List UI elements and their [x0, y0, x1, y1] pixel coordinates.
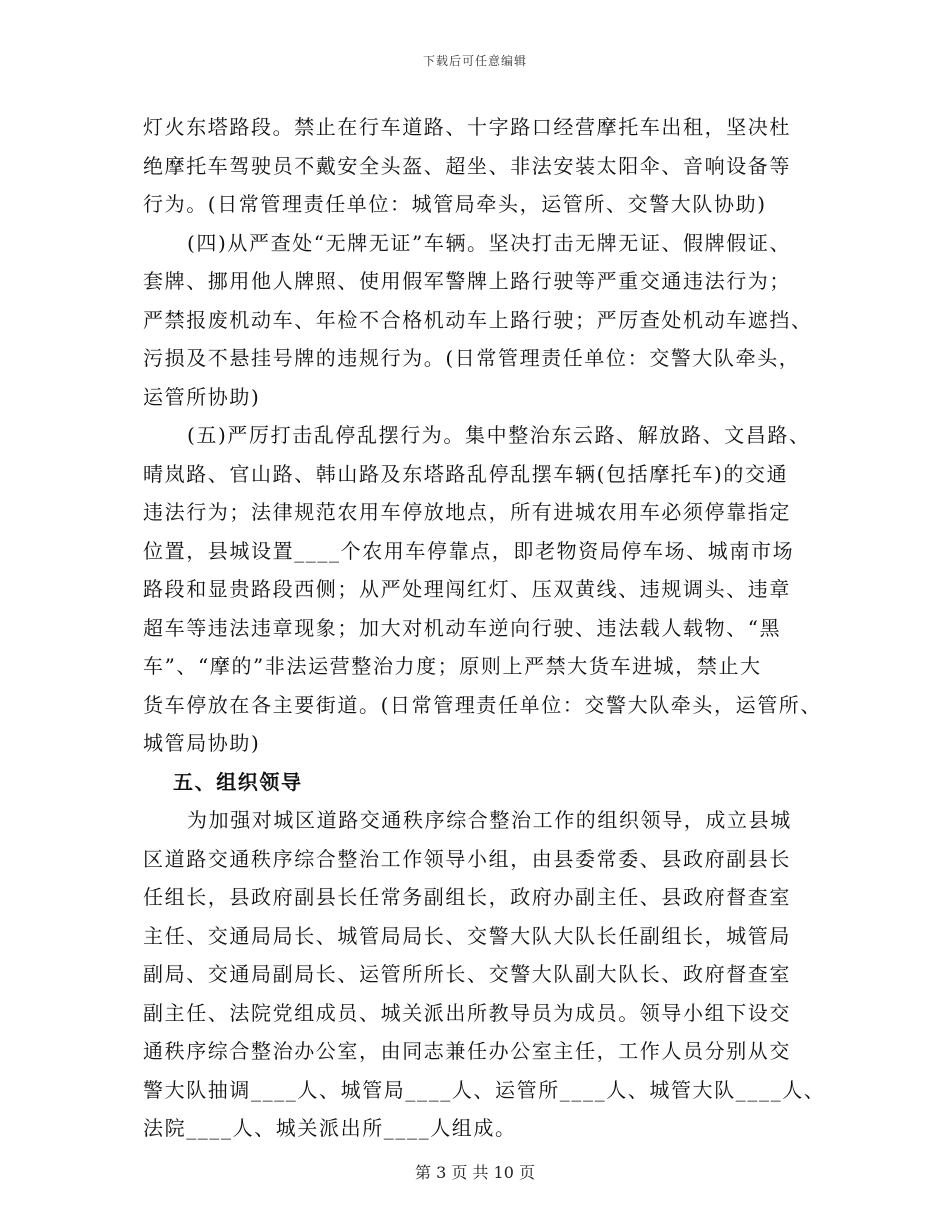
text-line: (四)从严查处“无牌无证”车辆。坚决打击无牌无证、假牌假证、 [187, 230, 792, 255]
page-header: 下载后可任意编辑 [422, 54, 527, 68]
text-line: 套牌、挪用他人牌照、使用假军警牌上路行驶等严重交通违法行为； [143, 269, 791, 293]
paragraph-unlicensed-vehicles [143, 224, 823, 417]
text-line: 污损及不悬挂号牌的违规行为。(日常管理责任单位：交警大队牵头， [143, 346, 801, 370]
text-line: 城管局协助) [143, 731, 261, 755]
text-line: 为加强对城区道路交通秩序综合整治工作的组织领导，成立县城 [187, 808, 792, 832]
section-heading: 五、组织领导 [173, 769, 303, 794]
text-line: 任组长，县政府副县长任常务副组长，政府办副主任、县政府督查室 [143, 885, 791, 909]
text-line: 位置，县城设置____个农用车停靠点，即老物资局停车场、城南市场 [143, 538, 795, 563]
text-line: 副局、交通局副局长、运管所所长、交警大队副大队长、政府督查室 [143, 962, 791, 986]
text-line: 违法行为；法律规范农用车停放地点，所有进城农用车必须停靠指定 [143, 500, 791, 524]
text-line: 灯火东塔路段。禁止在行车道路、十字路口经营摩托车出租，坚决杜 [143, 115, 791, 139]
text-line: 运管所协助) [143, 384, 261, 409]
text-line: (五)严厉打击乱停乱摆行为。集中整治东云路、解放路、文昌路、 [187, 423, 811, 447]
text-line: 严禁报废机动车、年检不合格机动车上路行驶；严厉查处机动车遮挡、 [143, 307, 813, 332]
text-line: 绝摩托车驾驶员不戴安全头盔、超坐、非法安装太阳伞、音响设备等 [143, 153, 791, 178]
text-line: 区道路交通秩序综合整治工作领导小组，由县委常委、县政府副县长 [143, 846, 791, 871]
document-body [143, 108, 826, 1148]
paragraph-illegal-parking [143, 416, 823, 763]
paragraph-traffic-motorcycle [143, 108, 823, 224]
text-line: 警大队抽调____人、城管局____人、运管所____人、城管大队____人、 [143, 1077, 826, 1102]
text-line: 超车等违法违章现象；加大对机动车逆向行驶、违法载人载物、“黑 [143, 615, 782, 640]
text-line: 通秩序综合整治办公室，由同志兼任办公室主任，工作人员分别从交 [143, 1039, 791, 1063]
text-line: 副主任、法院党组成员、城关派出所教导员为成员。领导小组下设交 [143, 1000, 791, 1025]
text-line: 主任、交通局局长、城管局局长、交警大队大队长任副组长，城管局 [143, 923, 791, 948]
paragraph-organization [143, 801, 826, 1148]
text-line: 法院____人、城关派出所____人组成。 [143, 1116, 517, 1140]
text-line: 车”、“摩的”非法运营整治力度；原则上严禁大货车进城，禁止大 [143, 654, 762, 678]
text-line: 晴岚路、官山路、韩山路及东塔路乱停乱摆车辆(包括摩托车)的交通 [143, 461, 789, 486]
page-footer: 第 3 页 共 10 页 [415, 1163, 535, 1182]
text-line: 路段和显贵路段西侧；从严处理闯红灯、压双黄线、违规调头、违章 [143, 577, 791, 601]
text-line: 行为。(日常管理责任单位：城管局牵头，运管所、交警大队协助) [143, 192, 767, 216]
text-line: 货车停放在各主要街道。(日常管理责任单位：交警大队牵头，运管所、 [143, 692, 823, 717]
